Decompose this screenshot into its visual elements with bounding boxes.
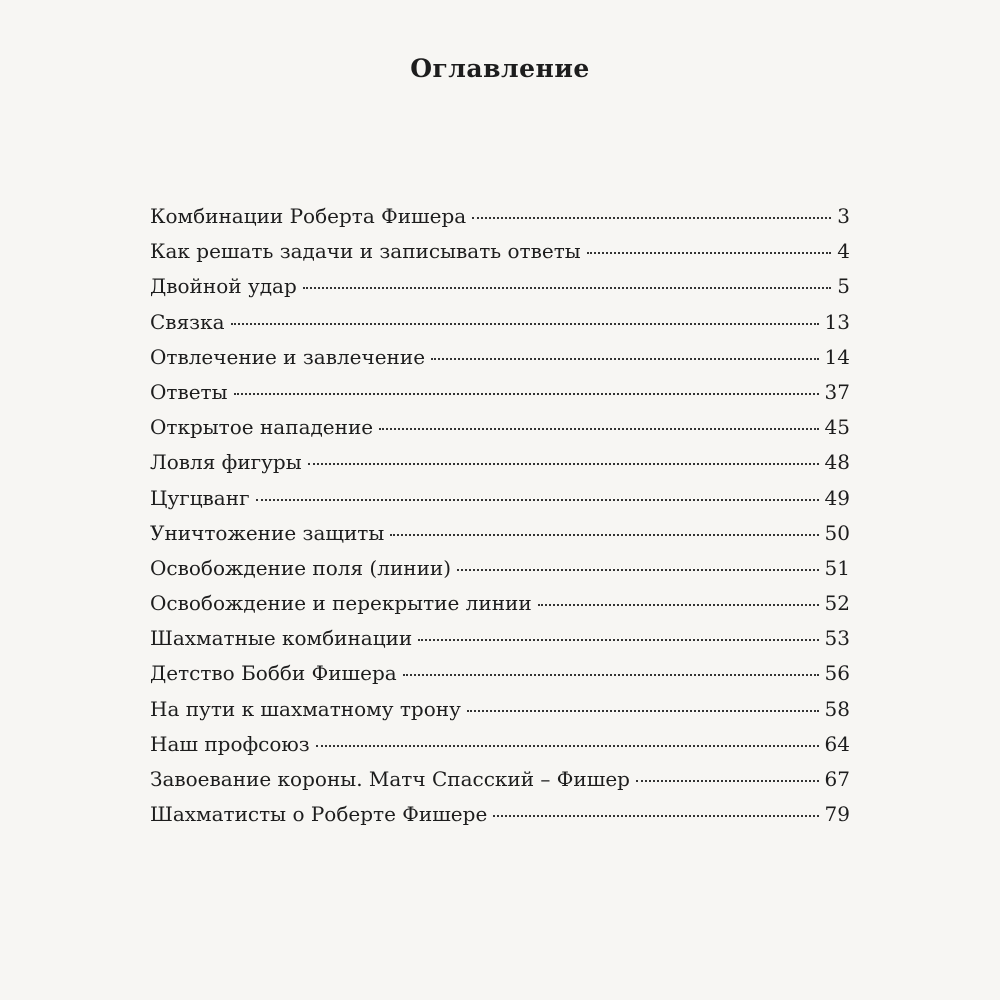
toc-entry-label: Освобождение и перекрытие линии — [150, 591, 532, 616]
toc-entry-page: 49 — [824, 485, 850, 510]
page-title: Оглавление — [410, 54, 590, 83]
toc-entry-label: Как решать задачи и записывать ответы — [150, 239, 581, 264]
toc-entry — [150, 521, 850, 556]
toc-entry — [150, 802, 850, 837]
dot-leader — [418, 639, 818, 641]
dot-leader — [467, 710, 819, 712]
toc-entry-label: На пути к шахматному трону — [150, 696, 461, 721]
toc-entry-label: Детство Бобби Фишера — [150, 661, 397, 686]
toc-entry-label: Освобождение поля (линии) — [150, 555, 452, 580]
toc-entry-label: Ловля фигуры — [150, 450, 302, 475]
toc-entry — [150, 591, 850, 626]
toc-entry-label: Наш профсоюз — [150, 731, 310, 756]
toc-entry-page: 48 — [824, 450, 850, 475]
toc-entry-label: Отвлечение и завлечение — [150, 344, 426, 369]
toc-entry-page: 45 — [824, 415, 850, 440]
toc-entry-page: 56 — [824, 661, 850, 686]
dot-leader — [379, 428, 818, 430]
dot-leader — [316, 745, 819, 747]
toc-entry-label: Цугцванг — [150, 485, 250, 510]
dot-leader — [390, 534, 818, 536]
toc-entry-label: Связка — [150, 309, 225, 334]
toc-entry-page: 51 — [824, 555, 850, 580]
dot-leader — [256, 499, 819, 501]
dot-leader — [303, 287, 832, 289]
table-of-contents — [150, 204, 850, 837]
toc-entry-page: 5 — [837, 274, 850, 299]
dot-leader — [403, 674, 819, 676]
toc-entry — [150, 697, 850, 732]
dot-leader — [457, 569, 818, 571]
toc-entry-label: Открытое нападение — [150, 415, 374, 440]
toc-entry — [150, 345, 850, 380]
toc-entry — [150, 556, 850, 591]
toc-entry — [150, 661, 850, 696]
toc-entry-page: 14 — [824, 344, 850, 369]
toc-entry-page: 67 — [824, 767, 850, 791]
toc-entry-label: Завоевание короны. Матч Спасский – Фишер — [150, 767, 630, 791]
toc-entry-label: Шахматные комбинации — [150, 626, 413, 651]
toc-entry — [150, 310, 850, 345]
toc-entry — [150, 767, 850, 802]
dot-leader — [472, 217, 831, 219]
toc-entry-page: 4 — [837, 239, 850, 264]
toc-entry-page: 52 — [824, 591, 850, 616]
toc-entry — [150, 274, 850, 309]
dot-leader — [231, 323, 819, 325]
toc-entry-label: Шахматисты о Роберте Фишере — [150, 802, 488, 827]
dot-leader — [234, 393, 819, 395]
toc-entry — [150, 732, 850, 767]
toc-entry-label: Ответы — [150, 379, 228, 404]
dot-leader — [587, 252, 832, 254]
dot-leader — [431, 358, 818, 360]
toc-entry-page: 3 — [837, 204, 850, 228]
toc-entry-page: 37 — [824, 379, 850, 404]
toc-entry-label: Двойной удар — [150, 274, 297, 299]
toc-entry — [150, 204, 850, 239]
dot-leader — [636, 780, 819, 782]
toc-entry-label: Уничтожение защиты — [150, 520, 385, 545]
toc-entry-page: 50 — [824, 520, 850, 545]
toc-entry — [150, 486, 850, 521]
toc-entry — [150, 239, 850, 274]
toc-entry — [150, 380, 850, 415]
toc-entry-page: 79 — [824, 802, 850, 827]
toc-entry-page: 53 — [824, 626, 850, 651]
toc-entry — [150, 450, 850, 485]
toc-entry — [150, 415, 850, 450]
dot-leader — [493, 815, 818, 817]
toc-entry-label: Комбинации Роберта Фишера — [150, 204, 467, 228]
dot-leader — [538, 604, 819, 606]
toc-entry-page: 64 — [824, 731, 850, 756]
toc-entry — [150, 626, 850, 661]
toc-entry-page: 13 — [824, 309, 850, 334]
toc-entry-page: 58 — [824, 696, 850, 721]
dot-leader — [308, 463, 819, 465]
